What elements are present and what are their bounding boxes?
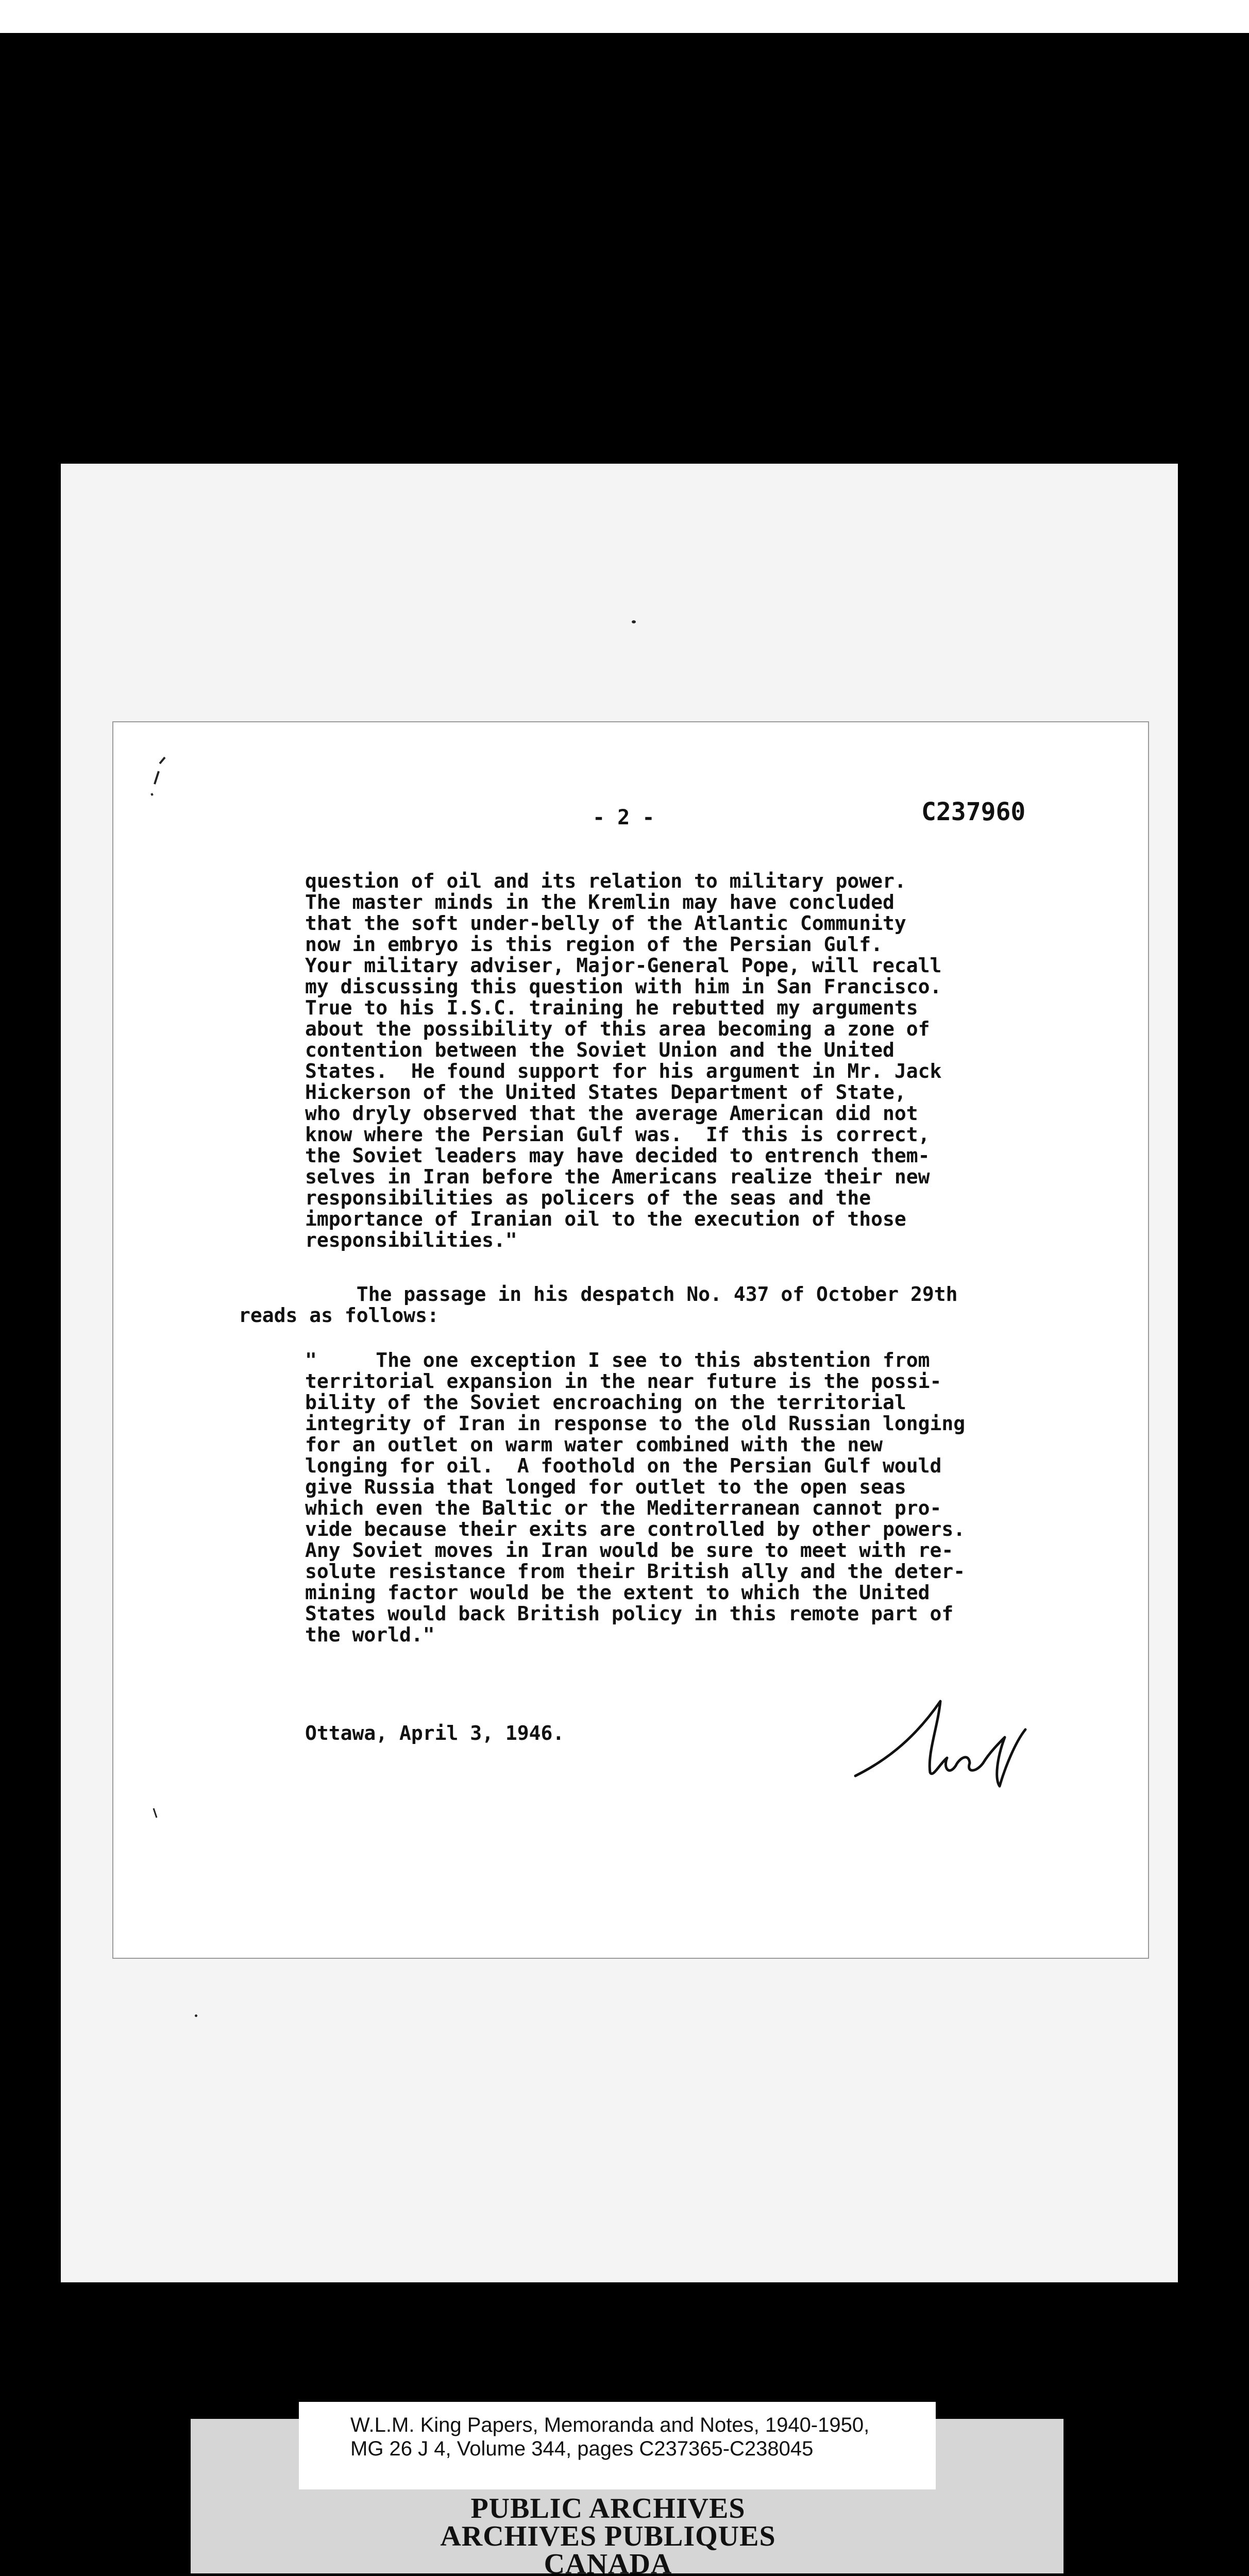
memo-page xyxy=(112,721,1149,1959)
handwritten-signature xyxy=(850,1681,1036,1799)
document-number: C237960 xyxy=(921,798,1026,826)
despatch-quotation: " The one exception I see to this abstention from territorial expansion in the near future is the possi- bility of the Soviet encroaching on the territorial integrity of Iran in response to the old Russian longing for an outlet on warm water combined with the new longing for oil. A foothold on the Persian Gulf would give Russia that longed for outlet to the open seas which even the Baltic or the Mediterranean cannot pro- vide because their exits are controlled by other powers. Any Soviet moves in Iran would be sure to meet with re- solute resistance from their British ally and the deter- mining factor would be the extent to which the United States would back British policy in this remote part of the world." xyxy=(305,1349,966,1646)
archive-caption-card xyxy=(299,2402,936,2489)
despatch-intro-paragraph: The passage in his despatch No. 437 of October 29th reads as follows: xyxy=(239,1283,958,1327)
dust-speck xyxy=(195,2014,197,2017)
archive-stamp xyxy=(402,2495,814,2576)
caption-line: MG 26 J 4, Volume 344, pages C237365-C238045 xyxy=(350,2437,814,2460)
margin-mark xyxy=(144,753,175,810)
stamp-line: PUBLIC ARCHIVES xyxy=(470,2493,746,2524)
margin-mark xyxy=(149,1804,165,1825)
stamp-line: CANADA xyxy=(544,2548,672,2576)
caption-line: W.L.M. King Papers, Memoranda and Notes, 1940-1950, xyxy=(350,2414,870,2436)
stamp-line: ARCHIVES PUBLIQUES xyxy=(440,2520,776,2552)
page-number: - 2 - xyxy=(593,806,655,829)
closing-date-line: Ottawa, April 3, 1946. xyxy=(305,1722,565,1744)
memo-paragraph: question of oil and its relation to military power. The master minds in the Kremlin may have concluded that the soft under-belly of the Atlantic Community now in embryo is this region of the Persian Gulf. Your military adviser, Major-General Pope, will recall my discussing this question with him in San Francisco. True to his I.S.C. training he rebutted my arguments about the possibility of this area becoming a zone of contention between the Soviet Union and the United States. He found support for his argument in Mr. Jack Hickerson of the United States Department of State, who dryly observed that the average American did not know where the Persian Gulf was. If this is correct, the Soviet leaders may have decided to entrench them- selves in Iran before the Americans realize their new responsibilities as policers of the seas and the importance of Iranian oil to the execution of those responsibilities." xyxy=(305,870,942,1251)
dust-speck xyxy=(632,620,636,623)
